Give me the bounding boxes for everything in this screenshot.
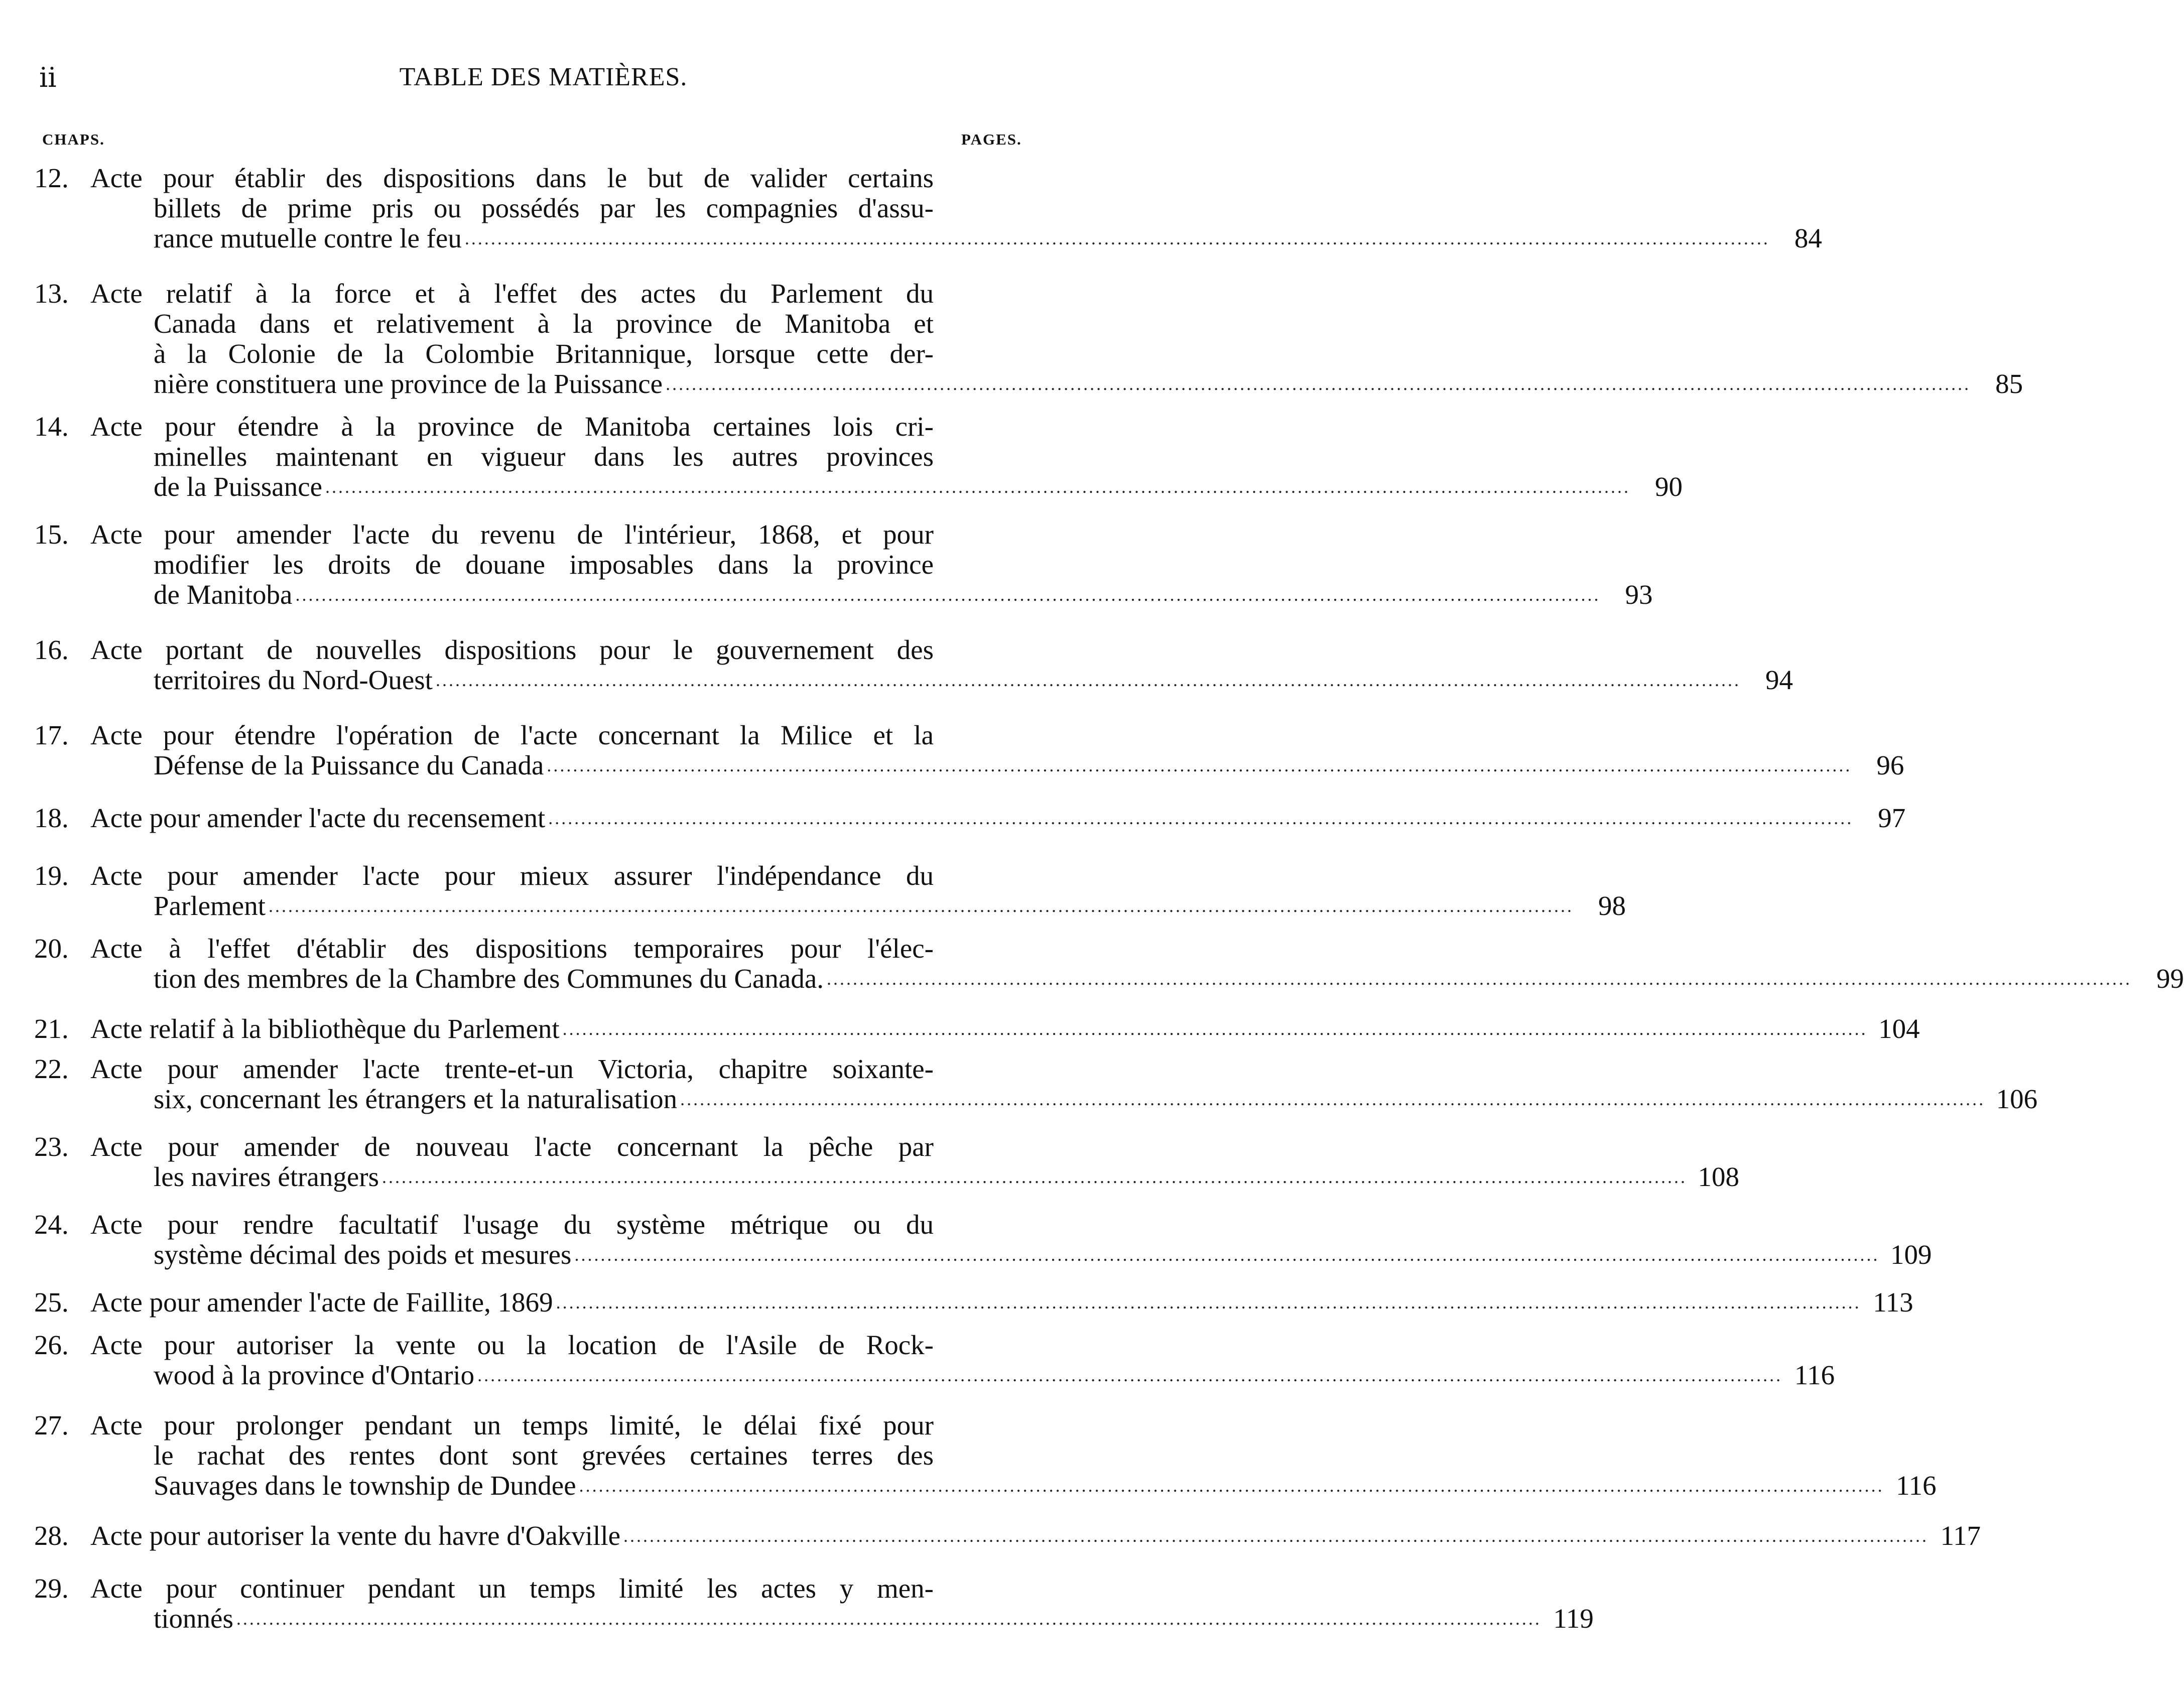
entry-text xyxy=(90,634,1793,695)
dot-leader: ........................................................................................................................................................................................................ xyxy=(579,1476,1884,1496)
entry-text xyxy=(90,278,2023,399)
page-title: TABLE DES MATIÈRES. xyxy=(399,63,688,91)
chapter-number: 19. xyxy=(34,860,69,891)
page-reference: 116 xyxy=(1794,1360,1835,1390)
entry-line: Acte pour étendre l'opération de l'acte concernant la Milice et la xyxy=(90,720,934,750)
dot-leader: ........................................................................................................................................................................................................ xyxy=(236,1609,1541,1629)
entry-text xyxy=(90,1054,2038,1114)
entry-line-text: Acte relatif à la bibliothèque du Parlement xyxy=(90,1013,560,1044)
dot-leader: ........................................................................................................................................................................................................ xyxy=(827,969,2132,989)
entry-last-line xyxy=(154,963,2184,994)
page-reference: 104 xyxy=(1878,1013,1920,1044)
dot-leader: ........................................................................................................................................................................................................ xyxy=(574,1245,1880,1265)
entry-line-text: Défense de la Puissance du Canada xyxy=(154,750,544,780)
entry-last-line xyxy=(154,1161,1739,1192)
entry-text xyxy=(90,1013,1920,1044)
chapter-number: 24. xyxy=(34,1209,69,1240)
dot-leader: ........................................................................................................................................................................................................ xyxy=(325,477,1631,497)
dot-leader: ........................................................................................................................................................................................................ xyxy=(295,585,1601,605)
entry-last-line xyxy=(154,1239,1932,1270)
entry-line: Acte pour autoriser la vente ou la location de l'Asile de Rock- xyxy=(90,1330,934,1360)
chapter-number: 14. xyxy=(34,411,69,442)
chapter-number: 15. xyxy=(34,519,69,550)
dot-leader: ........................................................................................................................................................................................................ xyxy=(556,1292,1861,1312)
page-reference: 97 xyxy=(1878,803,1906,833)
entry-text xyxy=(90,720,1904,780)
entry-last-line xyxy=(154,750,1904,780)
page-reference: 96 xyxy=(1876,750,1904,780)
entry-last-line xyxy=(154,471,1683,502)
entry-line: minelles maintenant en vigueur dans les autres provinces xyxy=(154,441,934,472)
entry-line: Acte pour amender l'acte pour mieux assurer l'indépendance du xyxy=(90,860,934,891)
entry-line: Acte pour continuer pendant un temps limité les actes y men- xyxy=(90,1573,934,1604)
page-reference: 106 xyxy=(1996,1084,2038,1114)
entry-line: Acte pour étendre à la province de Manitoba certaines lois cri- xyxy=(90,411,934,442)
entry-line-text: Acte pour amender l'acte du recensement xyxy=(90,803,546,833)
dot-leader: ........................................................................................................................................................................................................ xyxy=(562,1019,1868,1039)
entry-last-line xyxy=(154,890,1626,921)
page-reference: 109 xyxy=(1890,1239,1932,1270)
entry-line-text: rance mutuelle contre le feu xyxy=(154,223,462,253)
entry-last-line xyxy=(154,1603,1594,1634)
chapter-number: 29. xyxy=(34,1573,69,1604)
entry-text xyxy=(90,1287,1913,1318)
entry-line-text: nière constituera une province de la Puissance xyxy=(154,368,663,399)
entry-last-line xyxy=(154,1360,1835,1390)
page-reference: 117 xyxy=(1940,1520,1981,1551)
page-reference: 116 xyxy=(1896,1470,1937,1501)
entry-line: Acte pour amender l'acte du revenu de l'intérieur, 1868, et pour xyxy=(90,519,934,550)
entry-line-text: territoires du Nord-Ouest xyxy=(154,665,433,695)
entry-line-text: tion des membres de la Chambre des Communes du Canada. xyxy=(154,963,824,994)
page-reference: 113 xyxy=(1873,1287,1913,1318)
entry-line: à la Colonie de la Colombie Britannique, lorsque cette der- xyxy=(154,338,934,369)
entry-line: le rachat des rentes dont sont grevées certaines terres des xyxy=(154,1440,934,1471)
entry-line-text: wood à la province d'Ontario xyxy=(154,1360,475,1390)
chapter-number: 28. xyxy=(34,1520,69,1551)
chapter-number: 26. xyxy=(34,1330,69,1360)
entry-line: Acte pour amender de nouveau l'acte concernant la pêche par xyxy=(90,1131,934,1162)
entry-line: Acte pour amender l'acte trente-et-un Victoria, chapitre soixante- xyxy=(90,1054,934,1084)
entry-last-line xyxy=(154,368,2023,399)
page-reference: 108 xyxy=(1698,1161,1739,1192)
entry-text xyxy=(90,1330,1835,1390)
entry-line-text: Acte pour amender l'acte de Faillite, 1869 xyxy=(90,1287,553,1318)
dot-leader: ........................................................................................................................................................................................................ xyxy=(435,670,1741,690)
entry-text xyxy=(90,860,1626,921)
chapter-number: 21. xyxy=(34,1013,69,1044)
chapter-number: 27. xyxy=(34,1410,69,1440)
page-reference: 98 xyxy=(1598,890,1626,921)
column-header-chapters: CHAPS. xyxy=(42,130,105,148)
page-reference: 90 xyxy=(1655,471,1683,502)
entry-line-text: les navires étrangers xyxy=(154,1161,379,1192)
dot-leader: ........................................................................................................................................................................................................ xyxy=(666,374,1971,394)
dot-leader: ........................................................................................................................................................................................................ xyxy=(268,896,1574,916)
entry-line-text: six, concernant les étrangers et la naturalisation xyxy=(154,1084,678,1114)
chapter-number: 18. xyxy=(34,803,69,833)
chapter-number: 23. xyxy=(34,1131,69,1162)
entry-line: Acte pour rendre facultatif l'usage du système métrique ou du xyxy=(90,1209,934,1240)
entry-last-line xyxy=(90,1013,1920,1044)
entry-text xyxy=(90,1131,1739,1192)
entry-line-text: système décimal des poids et mesures xyxy=(154,1239,572,1270)
dot-leader: ........................................................................................................................................................................................................ xyxy=(548,808,1854,828)
entry-line: Acte pour établir des dispositions dans le but de valider certains xyxy=(90,163,934,193)
entry-line-text: Acte pour autoriser la vente du havre d'Oakville xyxy=(90,1520,621,1551)
column-header-pages: PAGES. xyxy=(961,130,1022,148)
entry-text xyxy=(90,163,1822,253)
entry-text xyxy=(90,803,1906,833)
page-reference: 84 xyxy=(1794,223,1822,253)
page-reference: 119 xyxy=(1553,1603,1594,1634)
entry-last-line xyxy=(154,1084,2038,1114)
entry-last-line xyxy=(154,579,1653,610)
entry-text xyxy=(90,1520,1981,1551)
dot-leader: ........................................................................................................................................................................................................ xyxy=(381,1167,1687,1187)
chapter-number: 20. xyxy=(34,933,69,964)
entry-text xyxy=(90,411,1683,502)
chapter-number: 17. xyxy=(34,720,69,750)
entry-last-line xyxy=(154,1470,1937,1501)
dot-leader: ........................................................................................................................................................................................................ xyxy=(680,1089,1986,1109)
chapter-number: 25. xyxy=(34,1287,69,1318)
entry-line: Acte portant de nouvelles dispositions pour le gouvernement des xyxy=(90,634,934,665)
entry-line: Canada dans et relativement à la province de Manitoba et xyxy=(154,308,934,339)
entry-text xyxy=(90,519,1653,610)
chapter-number: 13. xyxy=(34,278,69,309)
entry-line-text: tionnés xyxy=(154,1603,233,1634)
chapter-number: 22. xyxy=(34,1054,69,1084)
entry-last-line xyxy=(90,1287,1913,1318)
entry-last-line xyxy=(90,1520,1981,1551)
chapter-number: 12. xyxy=(34,163,69,193)
entry-line: Acte à l'effet d'établir des dispositions temporaires pour l'élec- xyxy=(90,933,934,964)
entry-text xyxy=(90,1573,1594,1634)
entry-line-text: de la Puissance xyxy=(154,471,323,502)
entry-text xyxy=(90,933,2184,994)
entry-text xyxy=(90,1209,1932,1270)
entry-last-line xyxy=(154,223,1822,253)
entry-text xyxy=(90,1410,1937,1501)
page-number: ii xyxy=(39,62,57,93)
entry-line: billets de prime pris ou possédés par les compagnies d'assu- xyxy=(154,193,934,223)
dot-leader: ........................................................................................................................................................................................................ xyxy=(464,228,1770,248)
entry-line-text: Parlement xyxy=(154,890,266,921)
entry-line: Acte pour prolonger pendant un temps limité, le délai fixé pour xyxy=(90,1410,934,1440)
entry-line-text: Sauvages dans le township de Dundee xyxy=(154,1470,576,1501)
entry-line-text: de Manitoba xyxy=(154,579,293,610)
entry-line: modifier les droits de douane imposables dans la province xyxy=(154,549,934,580)
chapter-number: 16. xyxy=(34,634,69,665)
dot-leader: ........................................................................................................................................................................................................ xyxy=(547,755,1852,775)
page-reference: 99 xyxy=(2156,963,2184,994)
entry-last-line xyxy=(90,803,1906,833)
dot-leader: ........................................................................................................................................................................................................ xyxy=(477,1365,1783,1385)
dot-leader: ........................................................................................................................................................................................................ xyxy=(623,1526,1929,1546)
page-reference: 94 xyxy=(1765,665,1793,695)
entry-last-line xyxy=(154,665,1793,695)
entry-line: Acte relatif à la force et à l'effet des actes du Parlement du xyxy=(90,278,934,309)
page-reference: 85 xyxy=(1995,368,2023,399)
page-reference: 93 xyxy=(1625,579,1653,610)
